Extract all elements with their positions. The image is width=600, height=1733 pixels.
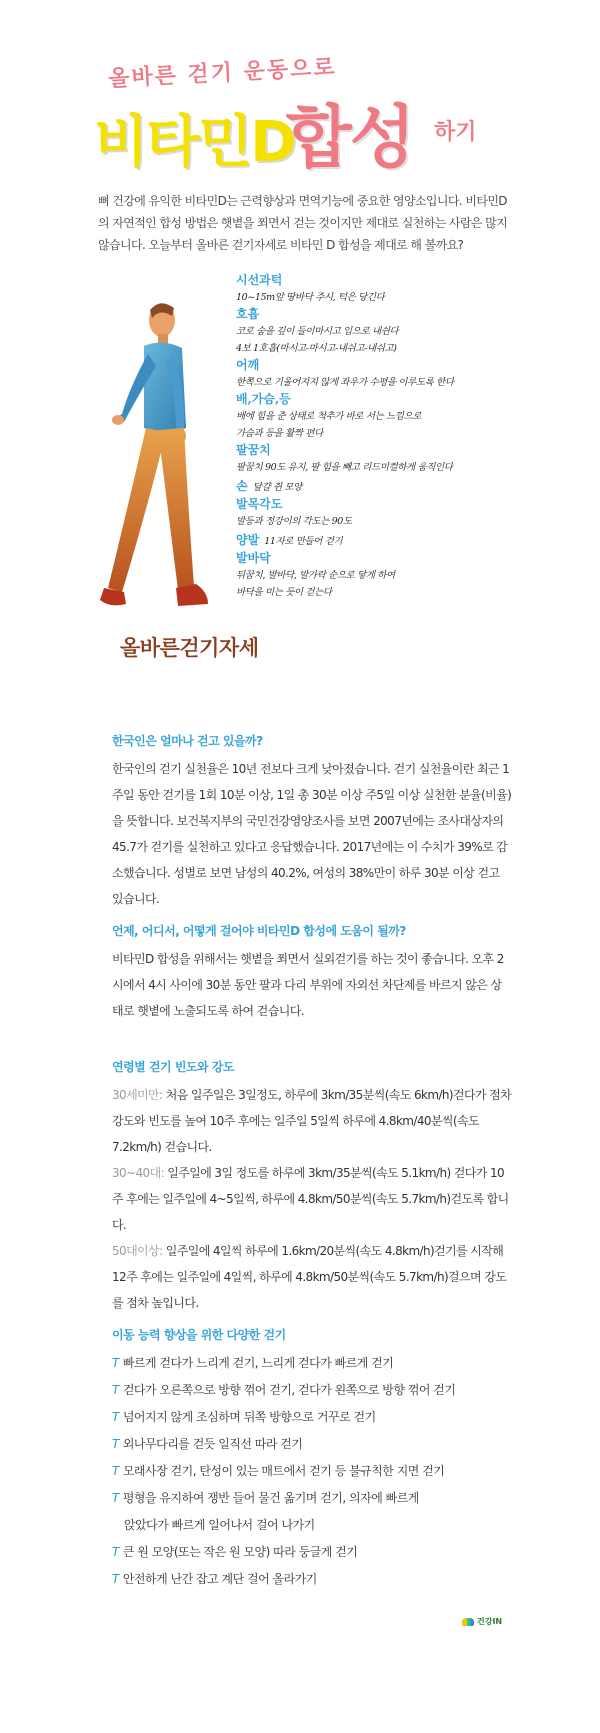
list-item: T 빠르게 걷다가 느리게 걷기, 느리게 걷다가 빠르게 걷기	[112, 1356, 394, 1370]
posture-desc: 배에 힘을 준 상태로 척추가 바로 서는 느낌으로	[236, 411, 422, 422]
age-text: 일주일에 3일 정도를 하루에 3km/35분씩(속도 5.1km/h) 걷다가 10주 후에는 일주일에 4~5일씩, 하루에 4.8km/50분씩(속도 5.7km/h)걷도록 합니다.	[112, 1166, 509, 1232]
bullet-mark: T	[112, 1545, 119, 1559]
posture-desc: 4보 1호흡(마시고-마시고-내쉬고-내쉬고)	[236, 343, 397, 354]
section-title: 언제, 어디서, 어떻게 걸어야 비타민D 합성에 도움이 될까?	[112, 924, 406, 938]
section-age-frequency	[112, 1058, 512, 1316]
list-item: T 넘어지지 않게 조심하며 뒤쪽 방향으로 거꾸로 걷기	[112, 1410, 376, 1424]
bullet-mark: T	[112, 1464, 119, 1478]
section-title: 한국인은 얼마나 걷고 있을까?	[112, 734, 263, 748]
posture-desc: 코로 숨을 깊이 들이마시고 입으로 내쉰다	[236, 326, 399, 337]
list-item: T 외나무다리를 걷듯 일직선 따라 걷기	[112, 1437, 303, 1451]
header-title-vitamin: 비타민D	[94, 110, 295, 175]
walking-methods-list	[112, 1350, 512, 1593]
header-title-suffix: 하기	[434, 120, 477, 145]
front-shoe-shape	[176, 584, 208, 606]
section-when-where-how	[112, 922, 512, 1024]
posture-head: 팔꿈치	[236, 443, 271, 457]
posture-head: 양발	[236, 533, 260, 547]
posture-desc: 팔꿈치 90도 유지, 팔 힘을 빼고 리드미컬하게 움직인다	[236, 462, 453, 473]
posture-desc: 가슴과 등을 활짝 편다	[236, 428, 323, 439]
bullet-mark: T	[112, 1383, 119, 1397]
section-title: 이동 능력 향상을 위한 다양한 걷기	[112, 1328, 286, 1342]
posture-desc: 한쪽으로 기울어지지 않게 좌우가 수평을 이루도록 한다	[236, 377, 454, 388]
age-text: 일주일에 4일씩 하루에 1.6km/20분씩(속도 4.8km/h)걷기를 시작해 12주 후에는 일주일에 4일씩, 하루에 4.8km/50분씩(속도 5.7km/h)걸으며 강도를 점차 높입니다.	[112, 1244, 507, 1310]
list-item: T 평형을 유지하여 쟁반 들어 물건 옮기며 걷기, 의자에 빠르게	[112, 1491, 419, 1505]
list-item: T 걷다가 오른쪽으로 방향 꺾어 걷기, 걷다가 왼쪽으로 방향 꺾어 걷기	[112, 1383, 456, 1397]
section-korean-walking	[112, 732, 512, 912]
posture-head: 호흡	[236, 307, 260, 321]
section-body: 비타민D 합성을 위해서는 햇볕을 쬐면서 실외걷기를 하는 것이 좋습니다. 오후 2시에서 4시 사이에 30분 동안 팔과 다리 부위에 자외선 차단제를 바르지 않은 상태로 햇볕에 노출되도록 하여 걷습니다.	[112, 952, 504, 1018]
posture-desc: 뒤꿈치, 발바닥, 발가락 순으로 닿게 하여	[236, 570, 395, 581]
front-leg-shape	[158, 428, 194, 590]
posture-item-hand	[236, 476, 506, 496]
section-mobility-walking	[112, 1326, 512, 1593]
age-label: 30세미만:	[112, 1088, 163, 1102]
section-title: 연령별 걷기 빈도와 강도	[112, 1060, 234, 1074]
posture-desc: 발등과 정강이의 각도는 90도	[236, 516, 352, 527]
posture-head: 발목각도	[236, 497, 283, 511]
back-leg-shape	[108, 428, 166, 592]
posture-head: 어깨	[236, 358, 260, 372]
posture-desc: 10~15m앞 땅바닥 주시, 턱은 당긴다	[236, 292, 385, 303]
header-title-synthesis: 합성	[286, 99, 414, 178]
section-body: 한국인의 걷기 실천율은 10년 전보다 크게 낮아졌습니다. 걷기 실천율이란 최근 1주일 동안 걷기를 1회 10분 이상, 1일 총 30분 이상 주5일 이상 실천한 분율(비율)을 뜻합니다. 보건복지부의 국민건강영양조사를 보면 2007년에는 조사대상자의 45.7가 걷기를 실천하고 있다고 응답했습니다. 2017년에는 이 수치가 39%로 감소했습니다. 성별로 보면 남성의 40.2%, 여성의 38%만이 하루 30분 이상 걷고 있습니다.	[112, 762, 512, 906]
brand-logo	[462, 1616, 502, 1627]
age-entry-50plus	[112, 1238, 512, 1316]
posture-item-torso	[236, 391, 506, 442]
list-item: T 큰 원 모양(또는 작은 원 모양) 따라 둥글게 걷기	[112, 1545, 358, 1559]
bullet-mark: T	[112, 1437, 119, 1451]
posture-head: 발바닥	[236, 551, 271, 565]
posture-item-breathing	[236, 306, 506, 357]
walking-person-illustration	[100, 296, 210, 636]
logo-mark-icon	[462, 1618, 474, 1626]
intro-paragraph: 뼈 건강에 유익한 비타민D는 근력향상과 면역기능에 중요한 영양소입니다. 비타민D의 자연적인 합성 방법은 햇볕을 쬐면서 걷는 것이지만 제대로 실천하는 사람은 많지 않습니다. 오늘부터 올바른 걷기자세로 비타민 D 합성을 제대로 해 볼까요?	[98, 194, 508, 252]
bullet-mark: T	[112, 1410, 119, 1424]
bullet-mark: T	[112, 1572, 119, 1586]
bullet-mark: T	[112, 1356, 119, 1370]
logo-text: 건강IN	[477, 1617, 503, 1626]
posture-item-ankle	[236, 496, 506, 530]
posture-desc: 달걀 쥔 모양	[252, 482, 302, 493]
posture-head: 배,가슴,등	[236, 392, 291, 406]
posture-item-sole	[236, 550, 506, 601]
list-item-continuation: 앉았다가 빠르게 일어나서 걸어 나가기	[124, 1518, 315, 1532]
age-entry-under30	[112, 1082, 512, 1160]
list-item: T 안전하게 난간 잡고 계단 걸어 올라가기	[112, 1572, 317, 1586]
posture-desc: 바닥을 미는 듯이 걷는다	[236, 587, 332, 598]
age-label: 30~40대:	[112, 1166, 165, 1180]
header-subtitle: 올바른 걷기 운동으로	[107, 54, 338, 92]
posture-item-gaze	[236, 272, 506, 306]
age-entry-30-40	[112, 1160, 512, 1238]
age-text: 처음 일주일은 3일정도, 하루에 3km/35분씩(속도 6km/h)걷다가 점차 강도와 빈도를 높여 10주 후에는 일주일 5일씩 하루에 4.8km/40분씩(속도 7.2km/h) 걷습니다.	[112, 1088, 512, 1154]
posture-item-shoulder	[236, 357, 506, 391]
bullet-mark: T	[112, 1491, 119, 1505]
posture-desc: 11자로 만들어 걷기	[264, 536, 343, 547]
posture-item-feet	[236, 530, 506, 550]
list-item: T 모래사장 걷기, 탄성이 있는 매트에서 걷기 등 불규칙한 지면 걷기	[112, 1464, 445, 1478]
posture-head: 시선과턱	[236, 273, 283, 287]
age-label: 50대이상:	[112, 1244, 163, 1258]
posture-guide-list	[236, 272, 506, 601]
posture-item-elbow	[236, 442, 506, 476]
posture-caption: 올바른걷기자세	[120, 635, 259, 660]
posture-head: 손	[236, 479, 248, 493]
